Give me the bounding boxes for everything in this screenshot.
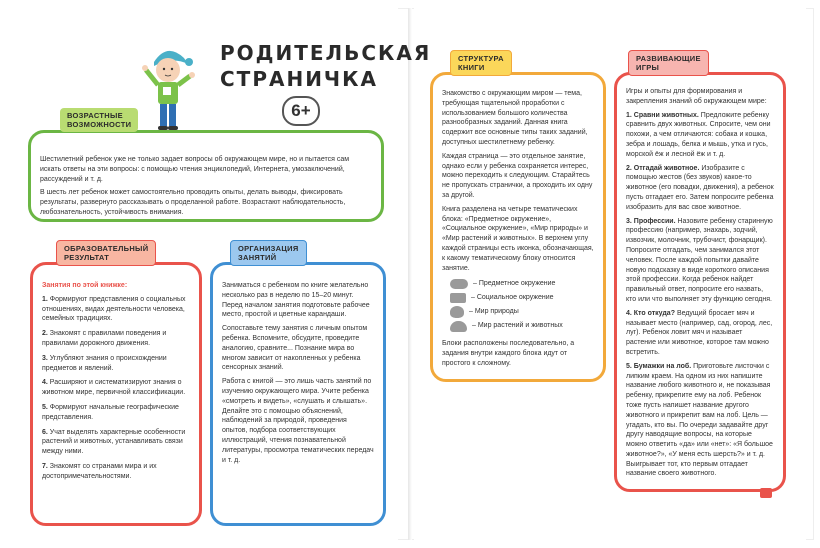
- leaf-icon: [450, 306, 464, 318]
- org-tag-line-1: ОРГАНИЗАЦИЯ: [238, 244, 299, 253]
- age-tag-line-1: ВОЗРАСТНЫЕ: [67, 111, 123, 120]
- structure-paragraph-3: Книга разделена на четыре тематических блока: «Предметное окружение», «Социальное окружение», «Мир природы» и «Мир растений и животных». В верхнем углу каждой страницы есть иконка, обозначающая, к какому тематическому блоку относится занятие.: [442, 205, 594, 272]
- list-item: 6. Учат выделять характерные особенности растений и животных, устанавливать связи между ними.: [42, 428, 186, 456]
- org-tag-line-2: ЗАНЯТИЙ: [238, 253, 277, 262]
- list-item: 5. Бумажки на лоб. Приготовьте листочки с липким краем. На одном из них напишите название любого животного и, не показывая ребенку, прикрепите ему на лоб. Ребенок тоже пусть напишет название другого животного и прикрепит вам на лоб. Цель — угадать, кто вы. По очереди задавайте друг другу наводящие вопросы, на которые можно ответить «да» или «нет»: «Я большое животное?», «У меня есть шерсть?» и т. д. Выигрывает тот, кто первым отгадает название своего животного.: [626, 362, 773, 478]
- org-tag: [230, 240, 307, 266]
- list-item: – Социальное окружение: [450, 291, 594, 305]
- list-item: – Мир растений и животных: [450, 319, 594, 333]
- title-line-2: СТРАНИЧКА: [220, 67, 378, 91]
- title-line-1: РОДИТЕЛЬСКАЯ: [220, 41, 432, 65]
- structure-paragraph-1: Знакомство с окружающим миром — тема, требующая тщательной проработки с использованием большого количества разнообразных заданий. Данная книга содержит все основные типы таких заданий, доступных шестилетнему ребенку.: [442, 90, 588, 146]
- org-paragraph-1: Заниматься с ребенком по книге желательно несколько раз в неделю по 15–20 минут. Перед началом занятия подготовьте рабочее место, простой и цветные карандаши.: [222, 282, 370, 319]
- list-item: 2. Отгадай животное. Изобразите с помощью жестов (без звуков) какое-то животное (его повадки, движения), а ребенок пусть отгадает его. Затем попросите ребенка изобразить для вас свое животное.: [626, 164, 774, 211]
- list-item: 3. Углубляют знания о происхождении предметов и явлений.: [42, 354, 167, 372]
- people-icon: [450, 293, 466, 303]
- age-tag-line-2: ВОЗМОЖНОСТИ: [67, 120, 132, 129]
- child-illustration: [132, 40, 202, 135]
- org-paragraph-2: Сопоставьте тему занятия с личным опытом ребенка. Вспомните, обсудите, проведите аналогию, сравните... Познание мира во многом зависит от накопленных у ребенка сенсорных знаний.: [222, 325, 368, 372]
- org-paragraph-3: Работа с книгой — это лишь часть занятий по изучению окружающего мира. Учите ребенка «смотреть и видеть», «слушать и слышать». Делайте это с помощью объяснений, наблюдений за природой, проведения опытов, подбора соответствующих иллюстраций, чтения познавательной литературы, просмотра тематических передач и т. д.: [222, 378, 374, 464]
- org-box: [210, 262, 386, 526]
- structure-box: [430, 72, 606, 382]
- age-paragraph-2: В шесть лет ребенок может самостоятельно проводить опыты, делать выводы, фиксировать результаты, развернуто рассказывать о проделанной работе. Возрастают наблюдательность, любознательность, устойчивость внимания.: [40, 189, 346, 216]
- age-tag: [60, 108, 138, 132]
- edu-heading: Занятия по этой книжке:: [42, 282, 128, 289]
- age-badge: 6+: [282, 96, 320, 126]
- list-item: – Мир природы: [450, 305, 594, 319]
- list-item: 1. Формируют представления о социальных отношениях, видах деятельности человека, семейных традициях.: [42, 295, 186, 323]
- games-box: [614, 72, 786, 492]
- structure-tag: [450, 50, 512, 76]
- games-tag-line-1: РАЗВИВАЮЩИЕ: [636, 54, 701, 63]
- games-tag-line-2: ИГРЫ: [636, 63, 660, 72]
- list-item: 5. Формируют начальные географические представления.: [42, 403, 179, 421]
- edu-box: [30, 262, 202, 526]
- edu-tag-line-1: ОБРАЗОВАТЕЛЬНЫЙ: [64, 244, 149, 253]
- page-marker-icon: [760, 488, 772, 498]
- age-paragraph-1: Шестилетний ребенок уже не только задает вопросы об окружающем мире, но и пытается сам искать ответы на эти вопросы: с помощью чтения энциклопедий, Интернета, умозаключений, рассуждений и т. д.: [40, 156, 350, 183]
- list-item: 2. Знакомят с правилами поведения и правилами дорожного движения.: [42, 330, 167, 347]
- structure-paragraph-2: Каждая страница — это отдельное занятие, однако если у ребенка сохраняется интерес, можно переходить к следующим. Старайтесь не пропускать странички, а проходить их одну за другой.: [442, 152, 593, 199]
- edu-tag: [56, 240, 156, 266]
- list-item: – Предметное окружение: [450, 277, 594, 291]
- structure-tag-line-2: КНИГИ: [458, 63, 485, 72]
- list-item: 1. Сравни животных. Предложите ребенку сравнить двух животных. Спросите, чем они похожи, а чем отличаются: собака и кошка, зебра и лошадь, белка и мышь, утка и гусь, морской ёж и лесной ёж и т. д.: [626, 111, 771, 158]
- page-title: [220, 40, 431, 92]
- list-item: 3. Профессии. Назовите ребенку старинную профессию (например, знахарь, зодчий, извозчик, молочник, трубочист, фонарщик). Попросите отгадать, чем занимался этот человек. После каждой попытки давайте новую подсказку в виде короткого описания этой профессии. Когда ребенок найдет правильный ответ, попросите его назвать, кто или что выполняет эту функцию сегодня.: [626, 217, 773, 303]
- block-icons-list: [450, 277, 594, 333]
- games-tag: [628, 50, 709, 76]
- games-intro: Игры и опыты для формирования и закрепления знаний об окружающем мире:: [626, 88, 767, 105]
- age-box: [28, 130, 384, 222]
- structure-paragraph-4: Блоки расположены последовательно, а задания внутри каждого блока идут от простого к сложному.: [442, 340, 575, 367]
- animal-icon: [450, 321, 467, 332]
- list-item: 4. Расширяют и систематизируют знания о животном мире, первичной классификации.: [42, 379, 186, 397]
- list-item: 4. Кто откуда? Ведущий бросает мяч и называет место (например, сад, огород, лес, луг). Ребенок ловит мяч и называет растение или животное, которое там можно встретить.: [626, 309, 773, 356]
- structure-tag-line-1: СТРУКТУРА: [458, 54, 504, 63]
- list-item: 7. Знакомят со странами мира и их достопримечательностями.: [42, 462, 157, 480]
- edu-list: [42, 295, 190, 482]
- edu-tag-line-2: РЕЗУЛЬТАТ: [64, 253, 110, 262]
- kettle-icon: [450, 279, 468, 289]
